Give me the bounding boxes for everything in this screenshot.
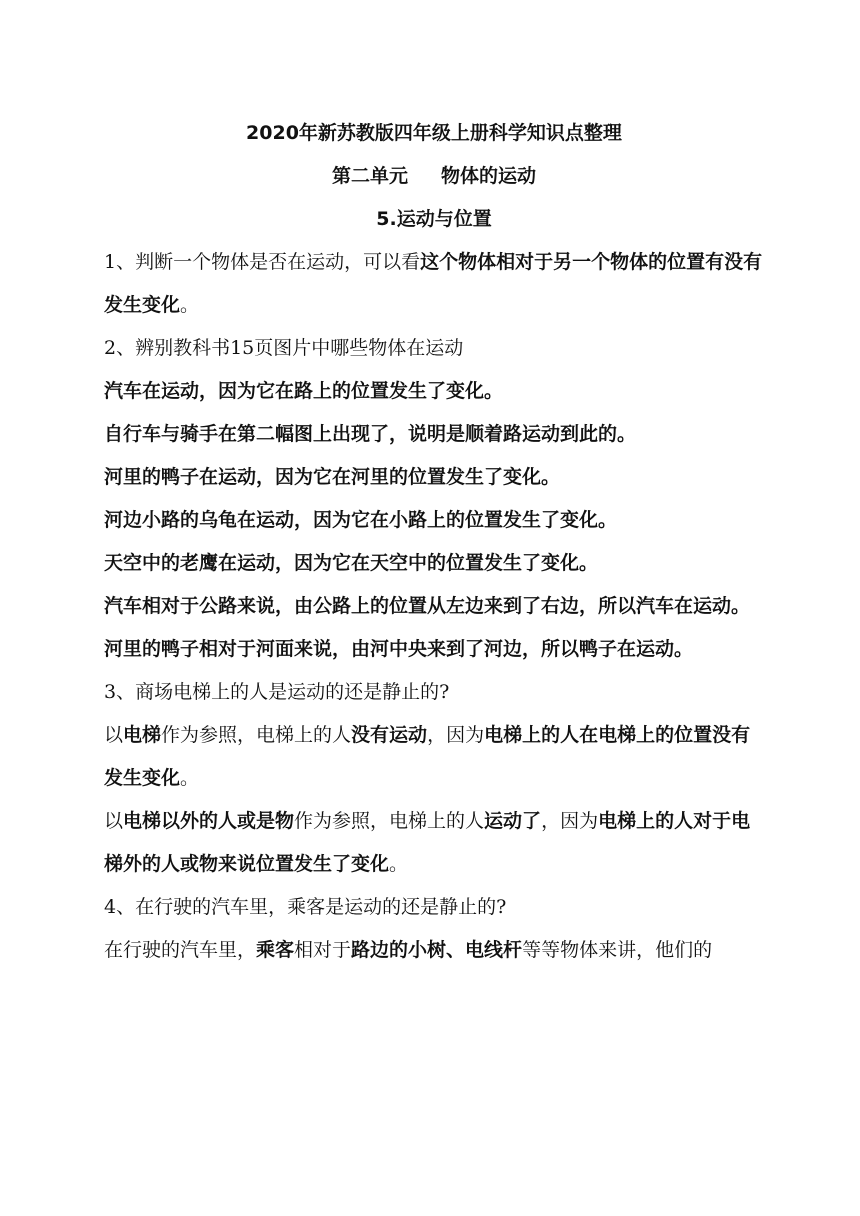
bold-text: 汽车在运动，因为它在路上的位置发生了变化。 xyxy=(104,380,504,402)
document-title: 2020年新苏教版四年级上册科学知识点整理 xyxy=(246,122,622,144)
bold-text: 天空中的老鹰在运动，因为它在天空中的位置发生了变化。 xyxy=(104,552,599,574)
bold-text: 路边的小树、电线杆 xyxy=(351,939,523,961)
paragraph xyxy=(104,370,764,413)
text-segment: 等等物体来讲，他们的 xyxy=(522,939,713,961)
text-segment: 在行驶的汽车里， xyxy=(104,939,257,961)
bold-text: 电梯以外的人或是物 xyxy=(123,810,295,832)
bold-text: 运动了 xyxy=(484,810,542,832)
text-segment: 。 xyxy=(180,767,200,789)
text-segment: 作为参照，电梯上的人 xyxy=(161,724,352,746)
text-segment: 2、辨别教科书15页图片中哪些物体在运动 xyxy=(104,337,464,359)
paragraph xyxy=(104,886,764,929)
paragraph xyxy=(104,241,764,327)
text-segment: 相对于 xyxy=(294,939,352,961)
document-page xyxy=(104,112,764,972)
bold-text: 河里的鸭子在运动，因为它在河里的位置发生了变化。 xyxy=(104,466,561,488)
text-segment: 以 xyxy=(104,810,124,832)
text-segment: 。 xyxy=(180,294,200,316)
bold-text: 自行车与骑手在第二幅图上出现了，说明是顺着路运动到此的。 xyxy=(104,423,637,445)
text-segment: ，因为 xyxy=(427,724,485,746)
unit-heading: 第二单元 物体的运动 xyxy=(331,165,537,187)
paragraph xyxy=(104,499,764,542)
text-segment: 1、判断一个物体是否在运动，可以看 xyxy=(104,251,421,273)
bold-text: 电梯上的人在电梯上的位置没有发生变化 xyxy=(104,724,751,789)
paragraph xyxy=(104,628,764,671)
bold-text: 乘客 xyxy=(256,939,295,961)
paragraph xyxy=(104,327,764,370)
bold-text: 这个物体相对于另一个物体的位置有没有发生变化 xyxy=(104,251,763,316)
bold-text: 河里的鸭子相对于河面来说，由河中央来到了河边，所以鸭子在运动。 xyxy=(104,638,694,660)
text-segment: 。 xyxy=(389,853,409,875)
text-segment: ，因为 xyxy=(541,810,599,832)
bold-text: 河边小路的乌龟在运动，因为它在小路上的位置发生了变化。 xyxy=(104,509,618,531)
lesson-heading: 5.运动与位置 xyxy=(376,208,492,230)
bold-text: 电梯 xyxy=(123,724,162,746)
paragraph xyxy=(104,413,764,456)
bold-text: 电梯上的人对于电梯外的人或物来说位置发生了变化 xyxy=(104,810,751,875)
text-segment: 3、商场电梯上的人是运动的还是静止的? xyxy=(104,681,450,703)
document-body xyxy=(104,241,764,972)
text-segment: 以 xyxy=(104,724,124,746)
paragraph xyxy=(104,542,764,585)
paragraph xyxy=(104,585,764,628)
text-segment: 作为参照，电梯上的人 xyxy=(294,810,485,832)
paragraph xyxy=(104,929,764,972)
bold-text: 汽车相对于公路来说，由公路上的位置从左边来到了右边，所以汽车在运动。 xyxy=(104,595,751,617)
paragraph xyxy=(104,800,764,886)
text-segment: 4、在行驶的汽车里，乘客是运动的还是静止的? xyxy=(104,896,507,918)
paragraph xyxy=(104,671,764,714)
paragraph xyxy=(104,456,764,499)
paragraph xyxy=(104,714,764,800)
bold-text: 没有运动 xyxy=(351,724,428,746)
